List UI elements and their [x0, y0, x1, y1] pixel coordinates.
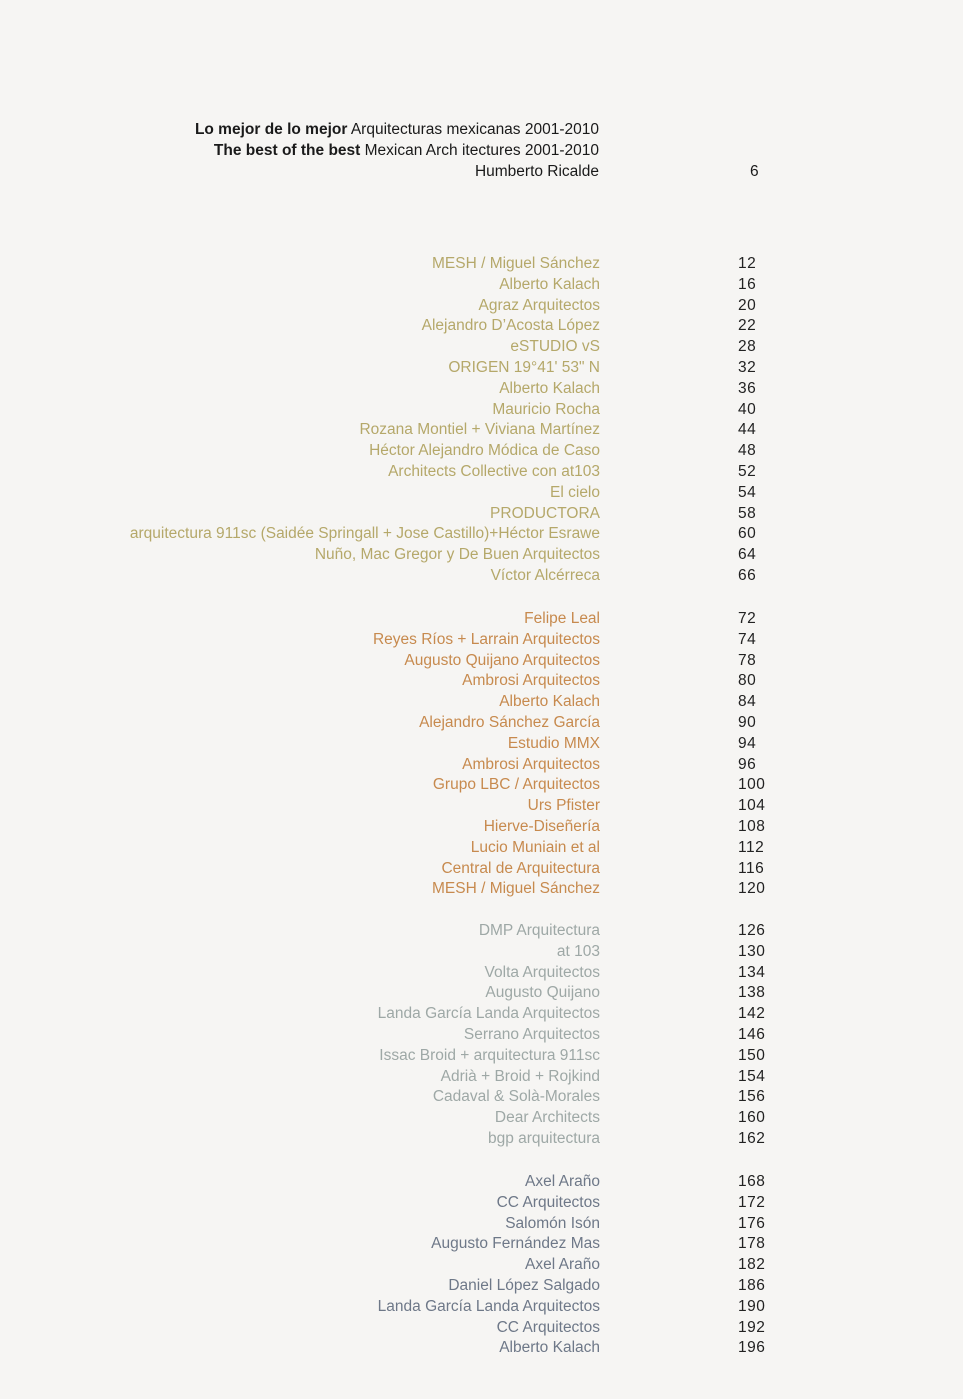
toc-entry[interactable] [0, 838, 963, 859]
toc-entry[interactable] [0, 337, 963, 358]
toc-entry-name: Nuño, Mac Gregor y De Buen Arquitectos [314, 546, 600, 564]
toc-entry-page: 196 [738, 1339, 766, 1357]
toc-entry-name: Augusto Fernández Mas [431, 1235, 600, 1253]
toc-entry[interactable] [0, 1193, 963, 1214]
intro-author-row [0, 162, 963, 183]
toc-entry-page: 78 [738, 651, 757, 669]
toc-entry-page: 138 [738, 984, 766, 1002]
toc-entry[interactable] [0, 983, 963, 1004]
toc-entry-name: Alejandro Sánchez García [419, 713, 600, 731]
toc-entry-name: Serrano Arquitectos [463, 1025, 600, 1043]
toc-entry[interactable] [0, 1276, 963, 1297]
toc-entry[interactable] [0, 1172, 963, 1193]
title-english-bold: The best of the best [213, 141, 361, 159]
toc-entry-name: CC Arquitectos [496, 1318, 600, 1336]
toc-entry-name: Dear Architects [494, 1109, 600, 1127]
toc-entry-page: 146 [738, 1025, 766, 1043]
toc-entry-name: Alberto Kalach [499, 275, 600, 293]
toc-entry-page: 178 [738, 1235, 766, 1253]
toc-entry[interactable] [0, 1025, 963, 1046]
toc-entry-name: Alberto Kalach [499, 1339, 600, 1357]
toc-entry[interactable] [0, 755, 963, 776]
toc-entry-page: 52 [738, 462, 757, 480]
toc-entry-name: Estudio MMX [507, 734, 600, 752]
intro-block [0, 120, 963, 182]
toc-entry-name: Adrià + Broid + Rojkind [440, 1067, 600, 1085]
toc-entry[interactable] [0, 524, 963, 545]
toc-entry-name: Hierve-Diseñería [483, 817, 600, 835]
toc-entry-page: 32 [738, 358, 757, 376]
toc-entry-page: 192 [738, 1318, 766, 1336]
toc-entry[interactable] [0, 859, 963, 880]
toc-entry-page: 72 [738, 610, 757, 627]
toc-entry-page: 80 [738, 672, 757, 690]
toc-entry-page: 162 [738, 1129, 766, 1147]
toc-entry-page: 44 [738, 421, 757, 439]
toc-entry-name: bgp arquitectura [487, 1129, 600, 1147]
toc-entry-page: 58 [738, 504, 757, 522]
toc-entry-page: 40 [738, 400, 757, 418]
toc-entry-name: Cadaval & Solà-Morales [432, 1088, 600, 1106]
toc-entry-page: 36 [738, 379, 757, 397]
toc-entry-page: 28 [738, 338, 757, 356]
toc-entry-page: 150 [738, 1046, 766, 1064]
toc-entry[interactable] [0, 1067, 963, 1088]
toc-entry[interactable] [0, 441, 963, 462]
toc-entry-page: 130 [738, 942, 766, 960]
toc-entry-name: Reyes Ríos + Larrain Arquitectos [372, 630, 600, 648]
toc-entry-page: 112 [738, 838, 765, 856]
toc-section-2 [0, 609, 963, 900]
toc-entry-name: Salomón Isón [505, 1214, 600, 1232]
toc-entry[interactable] [0, 1234, 963, 1255]
toc-entry[interactable] [0, 566, 963, 587]
toc-entry-page: 134 [738, 963, 766, 981]
toc-entry[interactable] [0, 1087, 963, 1108]
toc-entry-page: 176 [738, 1214, 766, 1232]
toc-entry-page: 20 [738, 296, 757, 314]
toc-entry-page: 154 [738, 1067, 766, 1085]
toc-entry-page: 84 [738, 693, 757, 711]
toc-entry[interactable] [0, 1297, 963, 1318]
toc-entry-page: 74 [738, 630, 757, 648]
toc-entry[interactable] [0, 775, 963, 796]
toc-entry-page: 96 [738, 755, 757, 773]
toc-entry[interactable] [0, 379, 963, 400]
toc-entry-name: Central de Arquitectura [441, 859, 600, 877]
toc-entry-page: 54 [738, 483, 757, 501]
toc-entry-page: 12 [738, 255, 757, 272]
toc-entry-page: 190 [738, 1297, 766, 1315]
toc-entry[interactable] [0, 1108, 963, 1129]
toc-entry[interactable] [0, 942, 963, 963]
toc-entry-name: eSTUDIO vS [510, 338, 600, 356]
toc-entry-page: 48 [738, 442, 757, 460]
toc-entry-name: Augusto Quijano [485, 984, 600, 1002]
toc-entry-page: 16 [738, 275, 757, 293]
toc-entry-name: Axel Araño [525, 1173, 600, 1190]
toc-entry[interactable] [0, 879, 963, 900]
toc-entry[interactable] [0, 1318, 963, 1339]
toc-entry[interactable] [0, 1046, 963, 1067]
toc-entry[interactable] [0, 545, 963, 566]
toc-entry-page: 182 [738, 1256, 766, 1274]
toc-entry[interactable] [0, 316, 963, 337]
toc-entry[interactable] [0, 651, 963, 672]
title-spanish-bold: Lo mejor de lo mejor [194, 121, 348, 138]
toc-entry-name: Alberto Kalach [499, 379, 600, 397]
toc-entry-page: 156 [738, 1088, 766, 1106]
intro-title-english [0, 141, 963, 162]
toc-entry-page: 66 [738, 566, 757, 584]
toc-entry-name: Urs Pfister [527, 797, 600, 815]
toc-entry[interactable] [0, 462, 963, 483]
toc-entry-name: Víctor Alcérreca [490, 566, 600, 584]
toc-entry[interactable] [0, 275, 963, 296]
toc-entry[interactable] [0, 1255, 963, 1276]
toc-entry-name: Agraz Arquitectos [478, 296, 600, 314]
toc-entry-name: MESH / Miguel Sánchez [432, 880, 600, 898]
toc-entry-name: Alejandro D’Acosta López [421, 317, 600, 335]
toc-entry-page: 142 [738, 1005, 766, 1023]
toc-section-1 [0, 254, 963, 587]
toc-entry[interactable] [0, 921, 963, 942]
toc-entry-name: Mauricio Rocha [492, 400, 600, 418]
title-english-rest: Mexican Arch itectures 2001-2010 [364, 141, 599, 159]
toc-entry[interactable] [0, 254, 963, 275]
toc-entry[interactable] [0, 713, 963, 734]
toc-entry-name: Landa García Landa Arquitectos [377, 1297, 600, 1315]
toc-entry-name: CC Arquitectos [496, 1193, 600, 1211]
toc-entry-name: Ambrosi Arquitectos [462, 755, 600, 773]
toc-entry-name: Héctor Alejandro Módica de Caso [369, 442, 600, 460]
toc-entry-page: 120 [738, 880, 766, 898]
toc-section-4 [0, 1172, 963, 1359]
toc-entry[interactable] [0, 817, 963, 838]
toc-entry[interactable] [0, 630, 963, 651]
toc-entry-name: DMP Arquitectura [478, 922, 600, 939]
toc-entry[interactable] [0, 296, 963, 317]
toc-entry-name: El cielo [550, 483, 600, 501]
toc-entry-page: 126 [738, 922, 766, 939]
toc-entry-name: Augusto Quijano Arquitectos [404, 651, 600, 669]
toc-entry-page: 90 [738, 713, 757, 731]
toc-entry[interactable] [0, 734, 963, 755]
toc-entry-name: Axel Araño [525, 1256, 600, 1274]
toc-entry[interactable] [0, 483, 963, 504]
toc-entry[interactable] [0, 1214, 963, 1235]
toc-entry-page: 94 [738, 734, 757, 752]
intro-title-spanish [0, 120, 963, 141]
toc-entry-name: Felipe Leal [524, 610, 600, 627]
toc-entry-page: 172 [738, 1193, 766, 1211]
toc-entry[interactable] [0, 420, 963, 441]
toc-entry[interactable] [0, 400, 963, 421]
toc-entry-page: 108 [738, 817, 766, 835]
intro-author: Humberto Ricalde [474, 162, 599, 180]
toc-entry[interactable] [0, 358, 963, 379]
toc-entry-page: 104 [738, 797, 766, 815]
toc-entry-name: Architects Collective con at103 [388, 462, 600, 480]
toc-entry[interactable] [0, 1129, 963, 1150]
toc-entry-page: 64 [738, 546, 757, 564]
toc-entry-name: Rozana Montiel + Viviana Martínez [359, 421, 600, 439]
toc-entry-name: Grupo LBC / Arquitectos [432, 776, 600, 794]
toc-entry-page: 100 [738, 776, 766, 794]
toc-entry-page: 186 [738, 1276, 766, 1294]
toc-entry-name: at 103 [556, 942, 600, 960]
toc-entry[interactable] [0, 671, 963, 692]
toc-entry-name: Daniel López Salgado [448, 1276, 600, 1294]
toc-entry-name: Issac Broid + arquitectura 911sc [379, 1046, 600, 1064]
toc-entry[interactable] [0, 796, 963, 817]
toc-entry-name: MESH / Miguel Sánchez [432, 255, 600, 272]
toc-entry[interactable] [0, 1004, 963, 1025]
toc-entry-name: Ambrosi Arquitectos [462, 672, 600, 690]
toc-section-3 [0, 921, 963, 1150]
toc-entry-page: 22 [738, 317, 757, 335]
toc-entry-name: Alberto Kalach [499, 693, 600, 711]
toc-entry[interactable] [0, 504, 963, 525]
toc-entry-name: ORIGEN 19°41' 53" N [448, 358, 600, 376]
toc-entry-name: Landa García Landa Arquitectos [377, 1005, 600, 1023]
title-spanish-rest: Arquitecturas mexicanas 2001-2010 [350, 121, 599, 138]
toc-entry-name: PRODUCTORA [490, 504, 600, 522]
toc-entry-page: 160 [738, 1109, 766, 1127]
toc-entry[interactable] [0, 692, 963, 713]
toc-entry-page: 168 [738, 1173, 766, 1190]
toc-entry[interactable] [0, 963, 963, 984]
toc-entry-page: 60 [738, 525, 757, 543]
toc-entry-name: arquitectura 911sc (Saidée Springall + Jose Castillo)+Héctor Esrawe [129, 525, 600, 543]
toc-entry-page: 116 [738, 859, 765, 877]
intro-author-page: 6 [750, 162, 759, 180]
toc-entry-name: Lucio Muniain et al [470, 838, 600, 856]
toc-entry-name: Volta Arquitectos [484, 963, 600, 981]
toc-entry[interactable] [0, 1338, 963, 1359]
toc-entry[interactable] [0, 609, 963, 630]
